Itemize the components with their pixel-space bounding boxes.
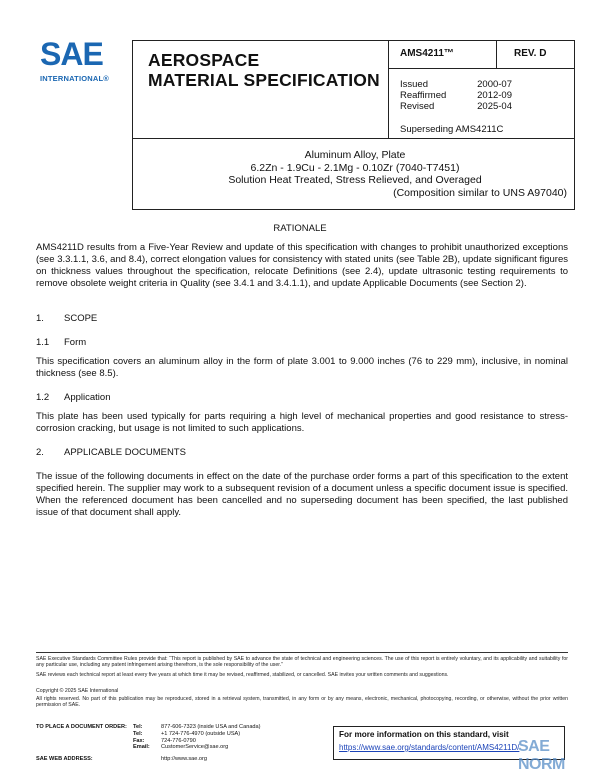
contact-row: Tel: 877-606-7323 (inside USA and Canada): [133, 724, 261, 730]
header-divider: [389, 68, 575, 69]
contact-row: Fax: 724-776-0790: [133, 737, 196, 744]
date-row-issued: Issued 2000-07: [400, 79, 512, 90]
spec-number: AMS4211™: [400, 48, 454, 59]
applicable-documents-text: The issue of the following documents in effect on the date of the purchase order forms a part of this specification to the extent specified herein. The supplier may work to a subsequent revision of a document unless a specific document issue is specified. When the referenced document has been cancelled and no superseding document has been specified, the last published issue of that document shall apply.: [36, 471, 568, 518]
footer-rules-text: SAE Executive Standards Committee Rules provide that: “This report is published by SAE to advance the state of technical and engineering sciences. The use of this report is entirely voluntary, and its applicability and suitability for any particular use, including any patent infringement arising therefrom, is the sole responsibility of the user.”: [36, 656, 568, 669]
form-text: This specification covers an aluminum alloy in the form of plate 3.001 to 9.000 inches (76 to 229 mm), inclusive, in nominal thickness (see 8.5).: [36, 356, 568, 379]
order-contacts: [133, 724, 261, 751]
date-row-reaffirmed: Reaffirmed 2012-09: [400, 90, 512, 101]
sae-logo-subtitle: INTERNATIONAL®: [40, 74, 110, 83]
rationale-heading: RATIONALE: [273, 223, 327, 234]
footer-review-text: SAE reviews each technical report at least every five years at which time it may be revised, reaffirmed, stabilized, or cancelled. SAE invites your written comments and suggestions.: [36, 672, 449, 678]
web-address-label: SAE WEB ADDRESS:: [36, 756, 93, 762]
contact-row: Tel: +1 724-776-4970 (outside USA): [133, 730, 241, 737]
order-label: TO PLACE A DOCUMENT ORDER:: [36, 724, 127, 730]
sae-logo: SAE: [40, 36, 103, 72]
footer-rights-text: All rights reserved. No part of this publication may be reproduced, stored in a retrieval system, transmitted, in any form or by any means, electronic, mechanical, photocopying, recording, or otherwise, without the prior written permission of SAE.: [36, 696, 568, 709]
web-address-link[interactable]: http://www.sae.org: [161, 756, 208, 762]
footer-divider: [36, 652, 568, 653]
date-row-revised: Revised 2025-04: [400, 101, 512, 112]
date-list: [400, 79, 512, 112]
section-heading-form: 1.1 Form: [36, 337, 87, 348]
document-subject: Aluminum Alloy, Plate 6.2Zn - 1.9Cu - 2.1Mg - 0.10Zr (7040-T7451) Solution Heat Treated, Stress Relieved, and Overaged (Composition similar to UNS A97040): [228, 149, 567, 199]
section-heading-application: 1.2 Application: [36, 392, 111, 403]
footer-copyright: Copyright © 2025 SAE International: [36, 688, 119, 694]
document-type-title: AEROSPACE MATERIAL SPECIFICATION: [148, 50, 380, 90]
application-text: This plate has been used typically for parts requiring a high level of mechanical properties and good resistance to stress-corrosion cracking, but usage is not limited to such applications.: [36, 411, 568, 434]
rationale-text: AMS4211D results from a Five-Year Review and update of this specification with changes to prohibit unauthorized exceptions (see 3.3.1.1, 3.6, and 8.4), correct elongation values for consistency with stated units (see Table 2B), update significant figures on thickness values throughout the specification, relocate Definitions (see 2.4), update ultrasonic testing requirements to remove obsolete weight criteria in Quality (see 3.4.1 and 3.4.1.1), and update Applicable Documents (see Section 2).: [36, 242, 568, 289]
contact-row[interactable]: Email: CustomerService@sae.org: [133, 744, 229, 751]
standard-url-link[interactable]: https://www.sae.org/standards/content/AMS4211D/: [339, 743, 520, 752]
header-divider: [132, 138, 575, 139]
superseding-note: Superseding AMS4211C: [400, 124, 504, 135]
header-divider: [496, 40, 497, 68]
watermark: SAE NORM: [518, 738, 565, 773]
section-heading-applicable-documents: 2. APPLICABLE DOCUMENTS: [36, 447, 186, 458]
section-heading-scope: 1. SCOPE: [36, 313, 98, 324]
more-info-title: For more information on this standard, visit: [339, 730, 509, 739]
revision-label: REV. D: [514, 48, 547, 59]
